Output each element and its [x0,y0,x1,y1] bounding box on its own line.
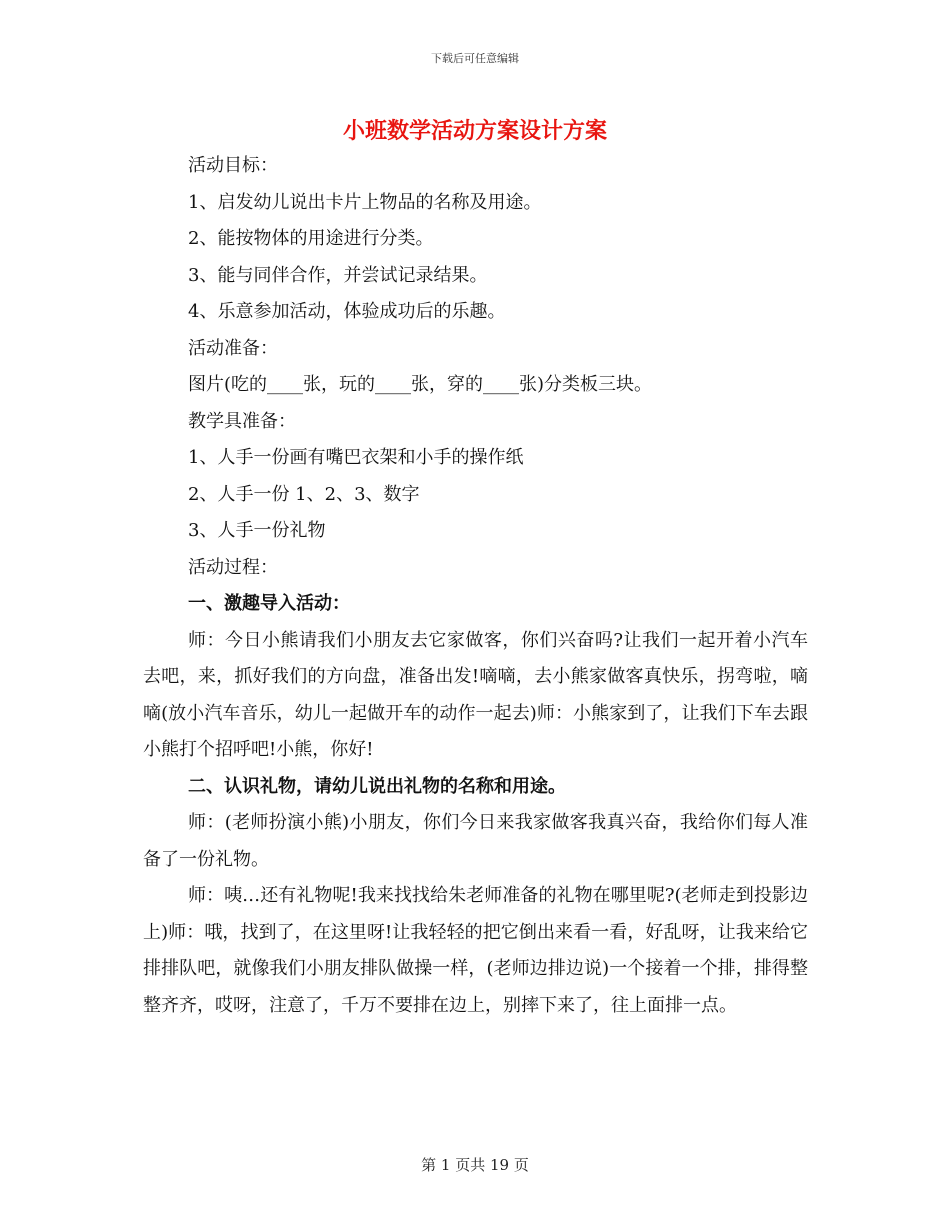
step2-paragraph-1: 师：(老师扮演小熊)小朋友，你们今日来我家做客我真兴奋，我给你们每人准备了一份礼物。 [143,812,808,870]
goal-item-2: 2、能按物体的用途进行分类。 [188,228,434,249]
tools-item-1: 1、人手一份画有嘴巴衣架和小手的操作纸 [188,447,524,468]
prep-heading: 活动准备： [188,337,278,359]
page-header: 下载后可任意编辑 [431,52,519,65]
tools-item-2: 2、人手一份 1、2、3、数字 [188,483,420,505]
goal-heading: 活动目标： [188,155,278,176]
step2-heading: 二、认识礼物，请幼儿说出礼物的名称和用途。 [188,775,566,797]
goal-item-1: 1、启发幼儿说出卡片上物品的名称及用途。 [188,191,542,213]
document-body [143,148,808,1024]
step1-heading: 一、激趣导入活动： [188,593,350,614]
prep-pictures: 图片(吃的____张，玩的____张，穿的____张)分类板三块。 [188,374,653,395]
tools-item-3: 3、人手一份礼物 [188,520,326,541]
step1-paragraph: 师：今日小熊请我们小朋友去它家做客，你们兴奋吗?让我们一起开着小汽车去吧，来，抓好我们的方向盘，准备出发!嘀嘀，去小熊家做客真快乐，拐弯啦，嘀嘀(放小汽车音乐，幼儿一起做开车的动作一起去)师：小熊家到了，让我们下车去跟小熊打个招呼吧!小熊，你好! [143,629,808,760]
tools-heading: 教学具准备： [188,410,296,432]
process-heading: 活动过程： [188,556,278,578]
document-title: 小班数学活动方案设计方案 [342,119,607,144]
goal-item-3: 3、能与同伴合作，并尝试记录结果。 [188,264,488,286]
step2-paragraph-2: 师：咦…还有礼物呢!我来找找给朱老师准备的礼物在哪里呢?(老师走到投影边上)师：哦，找到了，在这里呀!让我轻轻的把它倒出来看一看，好乱呀，让我来给它排排队吧，就像我们小朋友排队做操一样，(老师边排边说)一个接着一个排，排得整整齐齐，哎呀，注意了，千万不要排在边上，别摔下来了，往上面排一点。 [143,885,808,1016]
page-footer: 第 1 页共 19 页 [421,1156,529,1174]
goal-item-4: 4、乐意参加活动，体验成功后的乐趣。 [188,301,506,322]
